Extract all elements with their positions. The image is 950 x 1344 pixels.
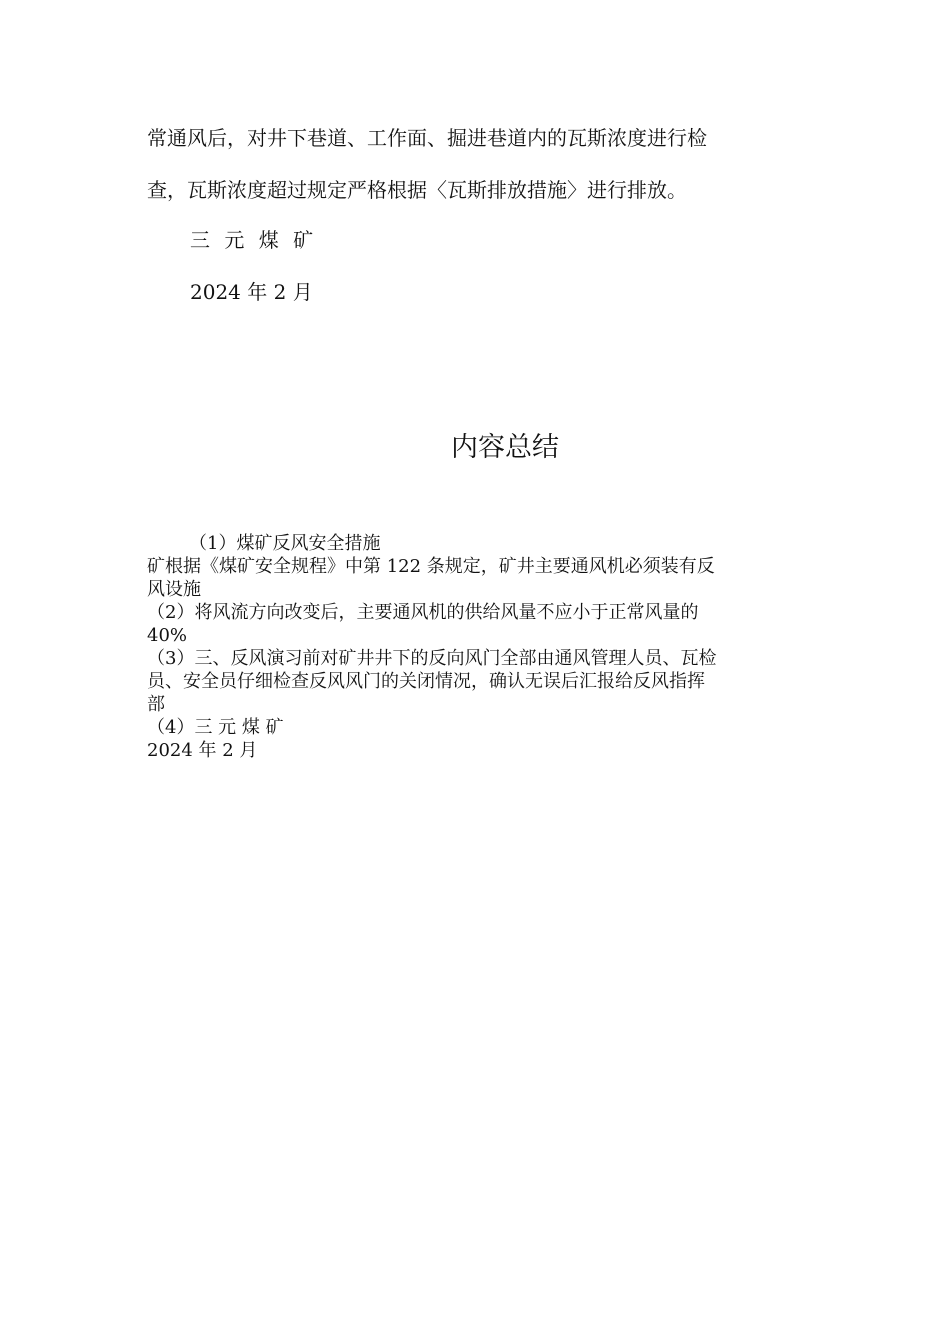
summary-section [147, 532, 807, 762]
summary-line: 部 [147, 694, 165, 715]
summary-line: 员、安全员仔细检查反风风门的关闭情况，确认无误后汇报给反风指挥 [147, 671, 705, 692]
signature-name: 三 元 煤 矿 [190, 228, 318, 252]
summary-line: （2）将风流方向改变后，主要通风机的供给风量不应小于正常风量的 [147, 602, 699, 623]
summary-title: 内容总结 [451, 432, 559, 463]
summary-line: （1）煤矿反风安全措施 [189, 533, 381, 554]
summary-line: 2024 年 2 月 [147, 740, 258, 761]
summary-line: （3）三、反风演习前对矿井井下的反向风门全部由通风管理人员、瓦检 [147, 648, 717, 669]
summary-line: （4）三 元 煤 矿 [147, 717, 284, 738]
summary-line: 矿根据《煤矿安全规程》中第 122 条规定，矿井主要通风机必须装有反 [147, 556, 715, 577]
signature-date: 2024 年 2 月 [190, 280, 313, 304]
body-text-line: 查，瓦斯浓度超过规定严格根据〈瓦斯排放措施〉进行排放。 [147, 178, 687, 202]
summary-line: 40% [147, 625, 188, 646]
summary-line: 风设施 [147, 579, 201, 600]
body-text-line: 常通风后，对井下巷道、工作面、掘进巷道内的瓦斯浓度进行检 [147, 126, 707, 150]
